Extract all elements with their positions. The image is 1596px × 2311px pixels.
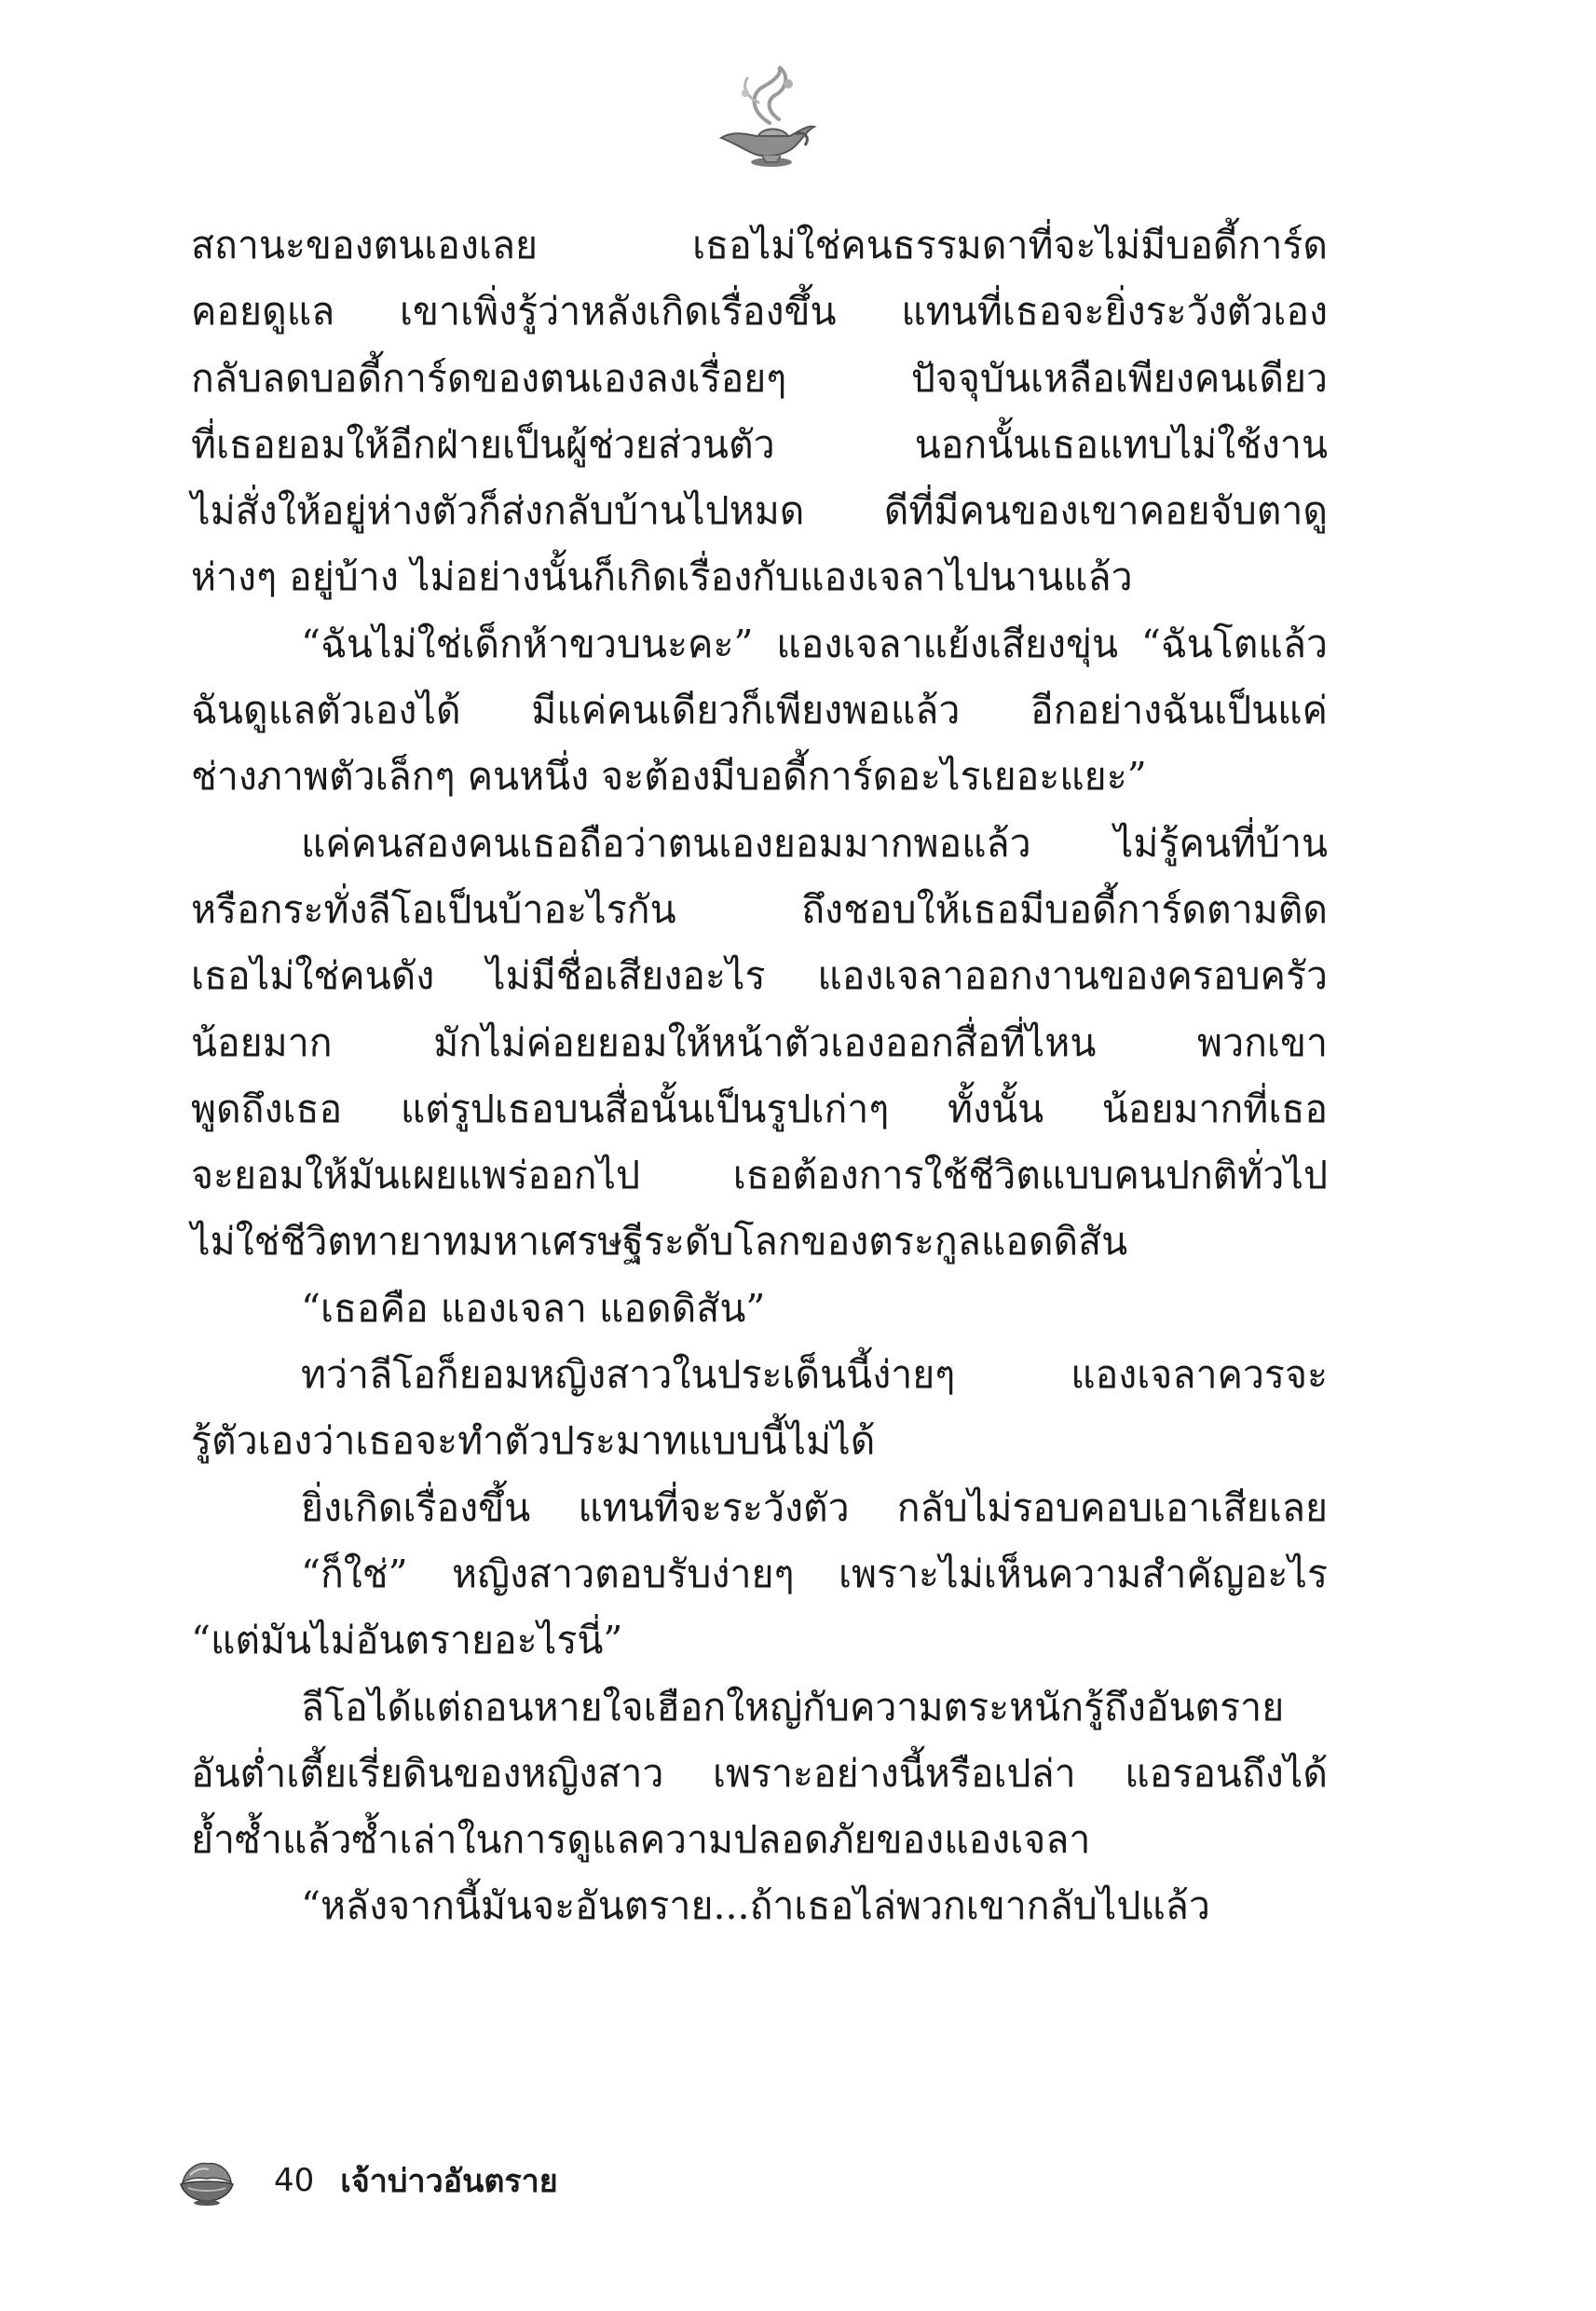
text-line: “ก็ใช่” หญิงสาวตอบรับง่ายๆ เพราะไม่เห็นความสำคัญอะไร <box>301 1551 1328 1596</box>
text-line: ไม่สั่งให้อยู่ห่างตัวก็ส่งกลับบ้านไปหมด ดีที่มีคนของเขาคอยจับตาดู <box>191 488 1328 534</box>
text-line: ยิ่งเกิดเรื่องขึ้น แทนที่จะระวังตัว กลับไม่รอบคอบเอาเสียเลย <box>301 1484 1328 1530</box>
text-line: รู้ตัวเองว่าเธอจะทำตัวประมาทแบบนี้ไม่ได้ <box>191 1418 876 1464</box>
text-line: “ฉันไม่ใช่เด็กห้าขวบนะคะ” แองเจลาแย้งเสียงขุ่น “ฉันโตแล้ว <box>301 621 1328 666</box>
text-line: “เธอคือ แองเจลา แอดดิสัน” <box>301 1285 766 1331</box>
text-line: ทว่าลีโอก็ยอมหญิงสาวในประเด็นนี้ง่ายๆ แองเจลาควรจะ <box>301 1352 1328 1398</box>
text-line: เธอไม่ใช่คนดัง ไม่มีชื่อเสียงอะไร แองเจลาออกงานของครอบครัว <box>191 953 1328 999</box>
text-line: สถานะของตนเองเลย เธอไม่ใช่คนธรรมดาที่จะไม่มีบอดี้การ์ด <box>191 223 1328 267</box>
text-line: ลีโอได้แต่ถอนหายใจเฮือกใหญ่กับความตระหนักรู้ถึงอันตราย <box>301 1684 1285 1730</box>
page-footer <box>177 2153 558 2208</box>
text-line: “หลังจากนี้มันจะอันตราย...ถ้าเธอไล่พวกเขากลับไปแล้ว <box>301 1883 1210 1929</box>
text-line: น้อยมาก มักไม่ค่อยยอมให้หน้าตัวเองออกสื่อที่ไหน พวกเขา <box>191 1019 1328 1065</box>
genie-lamp-icon <box>714 65 818 168</box>
text-line: กลับลดบอดี้การ์ดของตนเองลงเรื่อยๆ ปัจจุบันเหลือเพียงคนเดียว <box>191 355 1328 401</box>
text-line: คอยดูแล เขาเพิ่งรู้ว่าหลังเกิดเรื่องขึ้น แทนที่เธอจะยิ่งระวังตัวเอง <box>191 289 1328 335</box>
text-line: พูดถึงเธอ แต่รูปเธอบนสื่อนั้นเป็นรูปเก่าๆ ทั้งนั้น น้อยมากที่เธอ <box>191 1086 1328 1131</box>
text-line: ฉันดูแลตัวเองได้ มีแค่คนเดียวก็เพียงพอแล้ว อีกอย่างฉันเป็นแค่ <box>191 688 1328 733</box>
text-line: อันต่ำเตี้ยเรี่ยดินของหญิงสาว เพราะอย่างนี้หรือเปล่า แอรอนถึงได้ <box>191 1750 1328 1796</box>
text-line: ช่างภาพตัวเล็กๆ คนหนึ่ง จะต้องมีบอดี้การ์ดอะไรเยอะแยะ” <box>191 754 1147 800</box>
text-line: “แต่มันไม่อันตรายอะไรนี่” <box>191 1618 623 1663</box>
body-text <box>191 212 1328 1940</box>
text-line: ไม่ใช่ชีวิตทายาทมหาเศรษฐีระดับโลกของตระกูลแอดดิสัน <box>191 1219 1128 1265</box>
text-line: ห่างๆ อยู่บ้าง ไม่อย่างนั้นก็เกิดเรื่องกับแองเจลาไปนานแล้ว <box>191 554 1133 600</box>
genie-lamp-icon <box>177 2154 237 2207</box>
book-title: เจ้าบ่าวอันตราย <box>340 2163 558 2200</box>
text-line: ย้ำซ้ำแล้วซ้ำเล่าในการดูแลความปลอดภัยของแองเจลา <box>191 1817 1091 1863</box>
text-line: หรือกระทั่งลีโอเป็นบ้าอะไรกัน ถึงชอบให้เธอมีบอดี้การ์ดตามติด <box>191 886 1328 932</box>
text-line: จะยอมให้มันเผยแพร่ออกไป เธอต้องการใช้ชีวิตแบบคนปกติทั่วไป <box>191 1153 1328 1198</box>
text-line: ที่เธอยอมให้อีกฝ่ายเป็นผู้ช่วยส่วนตัว นอกนั้นเธอแทบไม่ใช้งาน <box>191 421 1328 467</box>
page-number: 40 <box>274 2162 315 2199</box>
text-line: แค่คนสองคนเธอถือว่าตนเองยอมมากพอแล้ว ไม่รู้คนที่บ้าน <box>301 820 1328 866</box>
